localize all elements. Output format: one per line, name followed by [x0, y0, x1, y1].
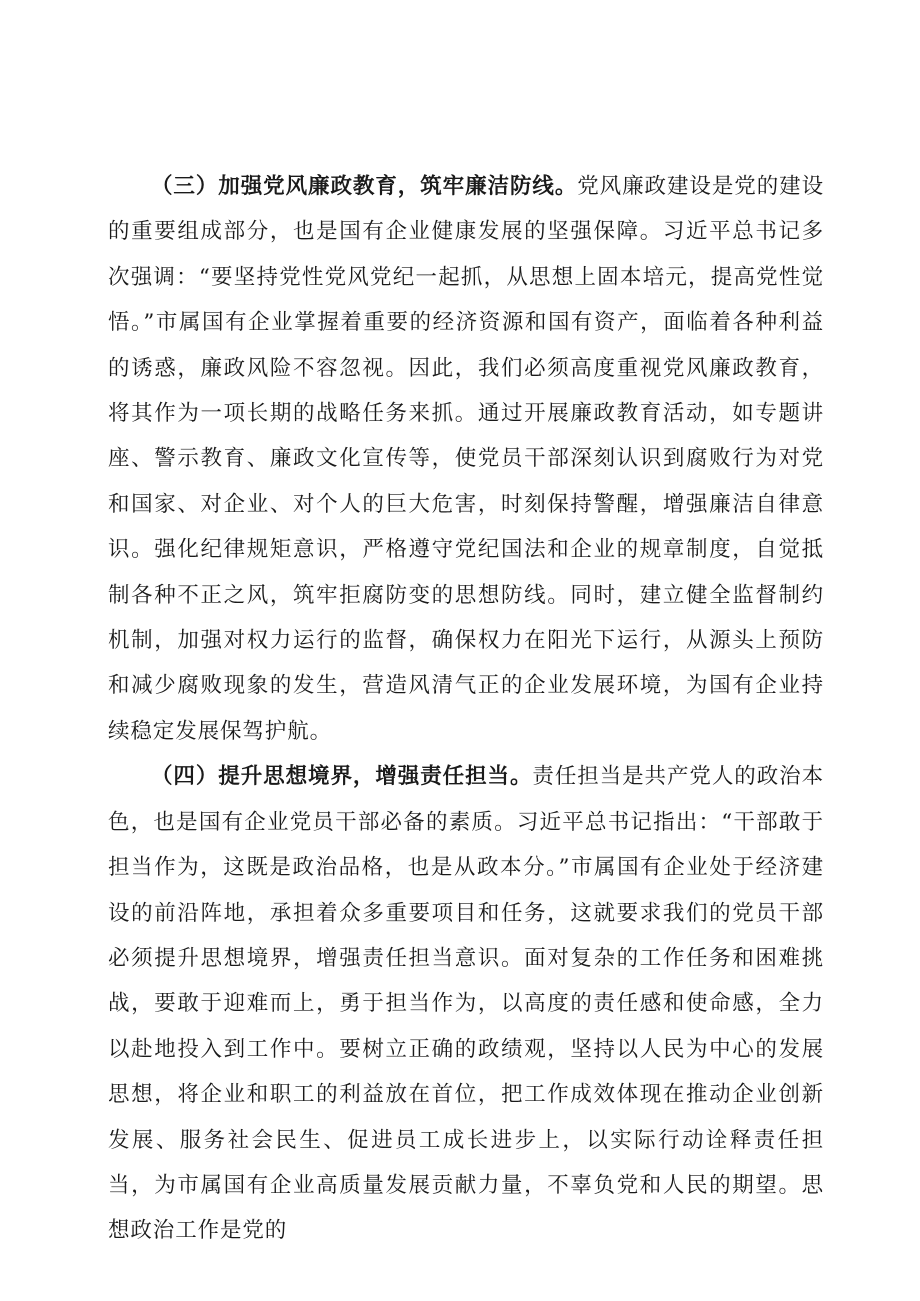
section-heading-3: （三）加强党风廉政教育，筑牢廉洁防线。	[151, 174, 578, 199]
section-heading-4: （四）提升思想境界，增强责任担当。	[151, 764, 533, 790]
section-paragraph-3	[108, 164, 824, 754]
section-paragraph-4	[108, 754, 824, 1253]
document-body	[108, 164, 824, 1254]
section-body-3: 党风廉政建设是党的建设的重要组成部分，也是国有企业健康发展的坚强保障。习近平总书记多次强调：“要坚持党性党风党纪一起抓，从思想上固本培元，提高党性觉悟。”市属国有企业掌握着重要的经济资源和国有资产，面临着各种利益的诱惑，廉政风险不容忽视。因此，我们必须高度重视党风廉政教育，将其作为一项长期的战略任务来抓。通过开展廉政教育活动，如专题讲座、警示教育、廉政文化宣传等，使党员干部深刻认识到腐败行为对党和国家、对企业、对个人的巨大危害，时刻保持警醒，增强廉洁自律意识。强化纪律规矩意识，严格遵守党纪国法和企业的规章制度，自觉抵制各种不正之风，筑牢拒腐防变的思想防线。同时，建立健全监督制约机制，加强对权力运行的监督，确保权力在阳光下运行，从源头上预防和减少腐败现象的发生，营造风清气正的企业发展环境，为国有企业持续稳定发展保驾护航。	[108, 174, 824, 744]
section-body-4: 责任担当是共产党人的政治本色，也是国有企业党员干部必备的素质。习近平总书记指出：“干部敢于担当作为，这既是政治品格，也是从政本分。”市属国有企业处于经济建设的前沿阵地，承担着众多重要项目和任务，这就要求我们的党员干部必须提升思想境界，增强责任担当意识。面对复杂的工作任务和困难挑战，要敢于迎难而上，勇于担当作为，以高度的责任感和使命感，全力以赴地投入到工作中。要树立正确的政绩观，坚持以人民为中心的发展思想，将企业和职工的利益放在首位，把工作成效体现在推动企业创新发展、服务社会民生、促进员工成长进步上，以实际行动诠释责任担当，为市属国有企业高质量发展贡献力量，不辜负党和人民的期望。思想政治工作是党的	[108, 764, 824, 1244]
